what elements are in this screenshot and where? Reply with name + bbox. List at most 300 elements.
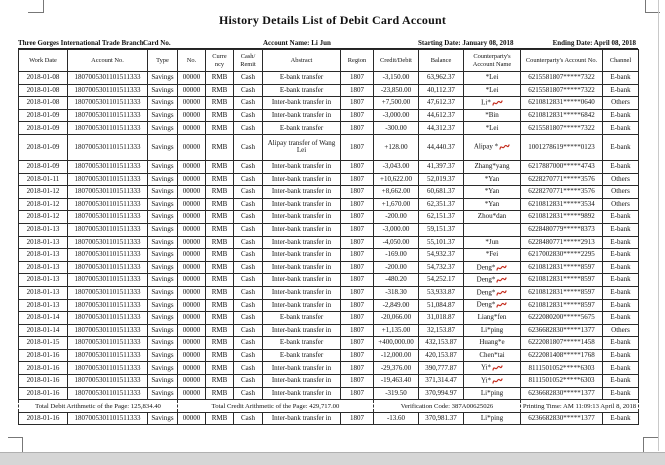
table-cell: E-bank bbox=[603, 274, 639, 287]
table-cell: RMB bbox=[206, 249, 234, 262]
column-header: Counterparty's Account No. bbox=[521, 50, 603, 72]
table-cell: Savings bbox=[148, 286, 178, 299]
table-cell: 31,018.87 bbox=[419, 312, 464, 325]
table-cell: E-bank bbox=[603, 160, 639, 173]
table-cell: 63,962.37 bbox=[419, 72, 464, 85]
table-cell: 44,312.37 bbox=[419, 122, 464, 135]
table-cell: 2018-01-11 bbox=[19, 173, 68, 186]
table-row bbox=[19, 387, 639, 400]
table-cell: RMB bbox=[206, 109, 234, 122]
table-cell: 00000 bbox=[178, 249, 206, 262]
table-cell: RMB bbox=[206, 122, 234, 135]
table-cell: E-bank transfer bbox=[263, 122, 341, 135]
table-cell: RMB bbox=[206, 375, 234, 388]
table-cell bbox=[464, 223, 521, 236]
table-cell: E-bank transfer bbox=[263, 337, 341, 350]
table-cell: Inter-bank transfer in bbox=[263, 211, 341, 224]
account-name: Account Name: Li Jun bbox=[263, 39, 331, 47]
table-cell: RMB bbox=[206, 198, 234, 211]
table-cell: -29,376.00 bbox=[374, 362, 419, 375]
table-cell: 00000 bbox=[178, 274, 206, 287]
table-cell: Cash bbox=[234, 211, 263, 224]
table-cell: 6210812831*****3534 bbox=[521, 198, 603, 211]
table-cell: 1807 bbox=[341, 134, 374, 160]
table-cell: Cash bbox=[234, 387, 263, 400]
table-cell: RMB bbox=[206, 223, 234, 236]
table-cell: 1807 bbox=[341, 299, 374, 312]
table-cell: +8,662.00 bbox=[374, 186, 419, 199]
table-cell: Savings bbox=[148, 160, 178, 173]
table-cell: Cash bbox=[234, 223, 263, 236]
table-cell: 00000 bbox=[178, 375, 206, 388]
table-cell: 00000 bbox=[178, 412, 206, 425]
table-cell: RMB bbox=[206, 72, 234, 85]
table-cell: RMB bbox=[206, 274, 234, 287]
column-header: Balance bbox=[419, 50, 464, 72]
table-cell: +7,500.00 bbox=[374, 97, 419, 110]
table-cell: Savings bbox=[148, 223, 178, 236]
table-cell: +400,000.00 bbox=[374, 337, 419, 350]
table-cell: E-bank bbox=[603, 375, 639, 388]
table-cell: *Lei bbox=[464, 84, 521, 97]
table-cell: 2018-01-15 bbox=[19, 337, 68, 350]
table-cell: 1807 bbox=[341, 261, 374, 274]
table-cell: Inter-bank transfer in bbox=[263, 109, 341, 122]
table-cell bbox=[464, 261, 521, 274]
table-cell: 2018-01-13 bbox=[19, 299, 68, 312]
table-cell: Cash bbox=[234, 249, 263, 262]
table-cell: Inter-bank transfer in bbox=[263, 362, 341, 375]
table-cell: Inter-bank transfer in bbox=[263, 173, 341, 186]
table-cell: 6215581807*****7322 bbox=[521, 72, 603, 85]
table-cell: 2018-01-09 bbox=[19, 134, 68, 160]
table-cell: Inter-bank transfer in bbox=[263, 286, 341, 299]
table-cell: 00000 bbox=[178, 387, 206, 400]
table-row bbox=[19, 223, 639, 236]
table-cell: *Fei bbox=[464, 249, 521, 262]
summary-cell: Printing Time: AM 11:09:13 April 8, 2018 bbox=[521, 400, 639, 413]
table-row bbox=[19, 198, 639, 211]
table-cell: +1,670.00 bbox=[374, 198, 419, 211]
table-cell: E-bank transfer bbox=[263, 72, 341, 85]
table-cell: RMB bbox=[206, 387, 234, 400]
table-cell: *Bin bbox=[464, 109, 521, 122]
table-cell: 54,732.37 bbox=[419, 261, 464, 274]
table-cell: 432,153.87 bbox=[419, 337, 464, 350]
table-row bbox=[19, 160, 639, 173]
table-cell bbox=[464, 97, 521, 110]
table-cell: 6210812831*****6842 bbox=[521, 109, 603, 122]
table-cell: -19,463.40 bbox=[374, 375, 419, 388]
counterparty-name: Deng* bbox=[476, 263, 496, 272]
table-cell: 00000 bbox=[178, 337, 206, 350]
table-cell: Savings bbox=[148, 261, 178, 274]
table-cell: 6215581807*****7322 bbox=[521, 122, 603, 135]
table-cell: RMB bbox=[206, 349, 234, 362]
table-cell: Others bbox=[603, 97, 639, 110]
table-cell: -13.60 bbox=[374, 412, 419, 425]
table-row bbox=[19, 173, 639, 186]
table-cell: 1807005301101511333 bbox=[68, 97, 148, 110]
table-cell: Zhang*yang bbox=[464, 160, 521, 173]
table-cell: 1807 bbox=[341, 236, 374, 249]
table-row bbox=[19, 349, 639, 362]
table-cell: 1807005301101511333 bbox=[68, 324, 148, 337]
table-cell: 6228270771*****3576 bbox=[521, 173, 603, 186]
table-cell: E-bank bbox=[603, 249, 639, 262]
table-row bbox=[19, 412, 639, 425]
table-cell: 1807005301101511333 bbox=[68, 249, 148, 262]
table-cell: Inter-bank transfer in bbox=[263, 324, 341, 337]
table-cell: 2018-01-13 bbox=[19, 261, 68, 274]
table-cell: 370,981.37 bbox=[419, 412, 464, 425]
table-row bbox=[19, 72, 639, 85]
table-cell: 6210812831*****8597 bbox=[521, 286, 603, 299]
table-cell: 6210812831*****0640 bbox=[521, 97, 603, 110]
table-row bbox=[19, 186, 639, 199]
table-cell: Cash bbox=[234, 324, 263, 337]
table-cell: 00000 bbox=[178, 134, 206, 160]
red-scribble-mark bbox=[492, 364, 503, 372]
table-cell: -4,050.00 bbox=[374, 236, 419, 249]
table-cell: 2018-01-08 bbox=[19, 72, 68, 85]
table-cell: 1807005301101511333 bbox=[68, 362, 148, 375]
table-cell bbox=[464, 274, 521, 287]
red-scribble-mark bbox=[496, 301, 507, 309]
table-cell: RMB bbox=[206, 362, 234, 375]
table-cell: 1807 bbox=[341, 337, 374, 350]
counterparty-name: Yi* bbox=[480, 376, 492, 385]
table-cell: 1807 bbox=[341, 84, 374, 97]
table-cell: 2018-01-08 bbox=[19, 97, 68, 110]
table-cell: 1807005301101511333 bbox=[68, 72, 148, 85]
table-cell: 00000 bbox=[178, 211, 206, 224]
table-cell: Inter-bank transfer in bbox=[263, 299, 341, 312]
counterparty-name: Deng* bbox=[476, 300, 496, 309]
table-cell: *Yan bbox=[464, 186, 521, 199]
table-cell: Cash bbox=[234, 274, 263, 287]
table-cell: E-bank transfer bbox=[263, 349, 341, 362]
column-header: Region bbox=[341, 50, 374, 72]
table-cell: 44,440.37 bbox=[419, 134, 464, 160]
table-cell: -12,000.00 bbox=[374, 349, 419, 362]
table-cell: E-bank bbox=[603, 387, 639, 400]
table-cell: Savings bbox=[148, 109, 178, 122]
table-cell: E-bank bbox=[603, 337, 639, 350]
red-scribble-mark bbox=[499, 143, 510, 151]
column-header: Type bbox=[148, 50, 178, 72]
page-right-edge bbox=[658, 0, 659, 451]
table-cell: 1807 bbox=[341, 249, 374, 262]
window-bottom-strip bbox=[0, 452, 665, 465]
column-header: Counterparty's Account Name bbox=[464, 50, 521, 72]
table-cell: 00000 bbox=[178, 72, 206, 85]
column-header: Abstract bbox=[263, 50, 341, 72]
table-cell: -318.30 bbox=[374, 286, 419, 299]
table-cell: RMB bbox=[206, 337, 234, 350]
table-cell: Savings bbox=[148, 412, 178, 425]
table-cell: 1807 bbox=[341, 211, 374, 224]
table-cell: 1807 bbox=[341, 412, 374, 425]
table-header-row bbox=[19, 50, 639, 72]
table-cell: 6210812831*****8597 bbox=[521, 299, 603, 312]
table-row bbox=[19, 236, 639, 249]
table-cell: Alipay transfer of Wang Lei bbox=[263, 134, 341, 160]
table-cell: E-bank bbox=[603, 109, 639, 122]
table-cell: 00000 bbox=[178, 160, 206, 173]
table-cell: RMB bbox=[206, 412, 234, 425]
table-cell: 1807005301101511333 bbox=[68, 299, 148, 312]
table-cell: Cash bbox=[234, 337, 263, 350]
page-title: History Details List of Debit Card Account bbox=[218, 13, 447, 27]
table-cell: 52,019.37 bbox=[419, 173, 464, 186]
table-cell: 47,612.37 bbox=[419, 97, 464, 110]
red-scribble-mark bbox=[496, 276, 507, 284]
column-header: Channel bbox=[603, 50, 639, 72]
crop-mark-bottom-left bbox=[8, 437, 23, 452]
table-cell: 1807 bbox=[341, 160, 374, 173]
table-cell: Zhou*dan bbox=[464, 211, 521, 224]
table-cell: 2018-01-12 bbox=[19, 198, 68, 211]
table-cell: E-bank bbox=[603, 412, 639, 425]
table-cell: RMB bbox=[206, 173, 234, 186]
table-cell: 53,933.87 bbox=[419, 286, 464, 299]
table-cell: 00000 bbox=[178, 173, 206, 186]
table-cell: 00000 bbox=[178, 312, 206, 325]
table-cell: E-bank bbox=[603, 84, 639, 97]
crop-mark-top-left bbox=[28, 0, 44, 13]
table-cell: Cash bbox=[234, 109, 263, 122]
table-cell: 1807 bbox=[341, 122, 374, 135]
table-cell: -200.00 bbox=[374, 211, 419, 224]
table-cell: 1807005301101511333 bbox=[68, 109, 148, 122]
history-table bbox=[18, 49, 639, 425]
table-cell: Savings bbox=[148, 387, 178, 400]
table-cell: 2018-01-13 bbox=[19, 223, 68, 236]
counterparty-name: Deng* bbox=[476, 275, 496, 284]
table-cell: 2018-01-13 bbox=[19, 249, 68, 262]
column-header: Account No. bbox=[68, 50, 148, 72]
table-cell: Cash bbox=[234, 261, 263, 274]
table-row bbox=[19, 337, 639, 350]
table-cell: 6222081408*****1768 bbox=[521, 349, 603, 362]
table-cell: 1807 bbox=[341, 72, 374, 85]
summary-cell: Total Debit Arithmetic of the Page: 125,834.40 bbox=[19, 400, 178, 413]
ending-date: Ending Date: April 08, 2018 bbox=[552, 39, 636, 47]
table-cell: Savings bbox=[148, 349, 178, 362]
table-cell: E-bank transfer bbox=[263, 84, 341, 97]
table-cell: RMB bbox=[206, 84, 234, 97]
red-scribble-mark bbox=[496, 264, 507, 272]
table-cell: Cash bbox=[234, 286, 263, 299]
table-cell: 1807005301101511333 bbox=[68, 186, 148, 199]
table-cell: 1001278619*****0123 bbox=[521, 134, 603, 160]
table-cell: 2018-01-09 bbox=[19, 109, 68, 122]
table-cell: Others bbox=[603, 198, 639, 211]
table-cell: 00000 bbox=[178, 122, 206, 135]
starting-date: Starting Date: January 08, 2018 bbox=[418, 39, 514, 47]
account-info-bar bbox=[18, 36, 638, 49]
table-cell: Inter-bank transfer in bbox=[263, 412, 341, 425]
table-row bbox=[19, 324, 639, 337]
table-cell: Inter-bank transfer in bbox=[263, 198, 341, 211]
table-cell: 00000 bbox=[178, 324, 206, 337]
table-cell bbox=[464, 286, 521, 299]
table-cell: Inter-bank transfer in bbox=[263, 249, 341, 262]
summary-cell: Verification Code: 387A00625026 bbox=[374, 400, 521, 413]
counterparty-name: Deng* bbox=[476, 288, 496, 297]
table-cell: -23,850.00 bbox=[374, 84, 419, 97]
table-cell: 1807005301101511333 bbox=[68, 274, 148, 287]
table-cell: 6222081807*****1458 bbox=[521, 337, 603, 350]
table-cell: E-bank bbox=[603, 223, 639, 236]
table-cell: 44,612.37 bbox=[419, 109, 464, 122]
table-cell: Cash bbox=[234, 198, 263, 211]
table-cell: 2018-01-14 bbox=[19, 324, 68, 337]
table-cell: Savings bbox=[148, 299, 178, 312]
table-cell: 6210812831*****8597 bbox=[521, 274, 603, 287]
table-cell: 1807 bbox=[341, 173, 374, 186]
table-cell: Savings bbox=[148, 173, 178, 186]
table-cell: 390,777.87 bbox=[419, 362, 464, 375]
table-cell: 1807005301101511333 bbox=[68, 223, 148, 236]
table-cell: Li*ping bbox=[464, 412, 521, 425]
column-header: Credit/Debit bbox=[374, 50, 419, 72]
table-cell: +10,622.00 bbox=[374, 173, 419, 186]
table-cell: E-bank bbox=[603, 286, 639, 299]
counterparty-name: Li* bbox=[481, 98, 491, 107]
table-cell: Others bbox=[603, 186, 639, 199]
table-row bbox=[19, 84, 639, 97]
table-row bbox=[19, 286, 639, 299]
table-cell: E-bank bbox=[603, 349, 639, 362]
table-cell: 1807005301101511333 bbox=[68, 211, 148, 224]
table-cell bbox=[464, 134, 521, 160]
table-row bbox=[19, 274, 639, 287]
table-cell: -3,000.00 bbox=[374, 223, 419, 236]
table-cell: 1807005301101511333 bbox=[68, 261, 148, 274]
table-cell: 1807 bbox=[341, 375, 374, 388]
table-cell: Cash bbox=[234, 412, 263, 425]
counterparty-name: Alipay * bbox=[473, 143, 499, 152]
table-cell: 1807005301101511333 bbox=[68, 375, 148, 388]
table-cell: Cash bbox=[234, 84, 263, 97]
table-cell: Savings bbox=[148, 198, 178, 211]
summary-cell: Total Credit Arithmetic of the Page: 429,717.00 bbox=[178, 400, 374, 413]
table-cell: Savings bbox=[148, 186, 178, 199]
table-cell: Savings bbox=[148, 236, 178, 249]
red-scribble-mark bbox=[492, 99, 503, 107]
table-cell: 6222080200*****5675 bbox=[521, 312, 603, 325]
table-cell: 1807005301101511333 bbox=[68, 198, 148, 211]
table-cell: 1807005301101511333 bbox=[68, 134, 148, 160]
table-cell: RMB bbox=[206, 324, 234, 337]
table-cell: 1807005301101511333 bbox=[68, 84, 148, 97]
table-cell: 2018-01-13 bbox=[19, 236, 68, 249]
table-cell: 1807 bbox=[341, 223, 374, 236]
table-cell: 1807005301101511333 bbox=[68, 236, 148, 249]
table-cell: 8111501052*****6303 bbox=[521, 362, 603, 375]
table-cell: 41,397.37 bbox=[419, 160, 464, 173]
table-row bbox=[19, 375, 639, 388]
table-cell: -3,043.00 bbox=[374, 160, 419, 173]
table-cell: Li*ping bbox=[464, 324, 521, 337]
table-cell: 2018-01-13 bbox=[19, 274, 68, 287]
table-cell: Savings bbox=[148, 362, 178, 375]
table-cell: 00000 bbox=[178, 236, 206, 249]
table-cell: 55,101.37 bbox=[419, 236, 464, 249]
table-cell: 2018-01-09 bbox=[19, 160, 68, 173]
table-row bbox=[19, 109, 639, 122]
table-cell: 1807 bbox=[341, 198, 374, 211]
table-cell: Cash bbox=[234, 349, 263, 362]
table-cell: -300.00 bbox=[374, 122, 419, 135]
table-cell: 6228480771*****2913 bbox=[521, 236, 603, 249]
table-cell: -200.00 bbox=[374, 261, 419, 274]
table-cell: -319.50 bbox=[374, 387, 419, 400]
table-cell: RMB bbox=[206, 160, 234, 173]
table-cell: 6228270771*****3576 bbox=[521, 186, 603, 199]
table-cell: 00000 bbox=[178, 223, 206, 236]
table-cell: Savings bbox=[148, 122, 178, 135]
table-cell: -169.00 bbox=[374, 249, 419, 262]
table-row bbox=[19, 134, 639, 160]
table-cell: Savings bbox=[148, 72, 178, 85]
table-row bbox=[19, 362, 639, 375]
table-cell: RMB bbox=[206, 299, 234, 312]
table-cell: E-bank bbox=[603, 362, 639, 375]
table-row bbox=[19, 211, 639, 224]
table-cell: 1807 bbox=[341, 186, 374, 199]
table-cell: 6236682830*****1377 bbox=[521, 387, 603, 400]
page-totals-row bbox=[19, 400, 639, 413]
table-cell: 2018-01-12 bbox=[19, 186, 68, 199]
table-cell: 62,351.37 bbox=[419, 198, 464, 211]
table-cell: -2,849.00 bbox=[374, 299, 419, 312]
table-cell: Huang*e bbox=[464, 337, 521, 350]
card-no-label: Card No. bbox=[143, 39, 171, 47]
table-cell: RMB bbox=[206, 134, 234, 160]
table-cell: 1807005301101511333 bbox=[68, 173, 148, 186]
table-cell: -3,150.00 bbox=[374, 72, 419, 85]
table-cell: Inter-bank transfer in bbox=[263, 160, 341, 173]
table-cell: Inter-bank transfer in bbox=[263, 375, 341, 388]
table-cell: 2018-01-16 bbox=[19, 387, 68, 400]
column-header: Work Date bbox=[19, 50, 68, 72]
table-cell: 6210812831*****8597 bbox=[521, 261, 603, 274]
table-cell: Savings bbox=[148, 337, 178, 350]
table-cell: 2018-01-16 bbox=[19, 349, 68, 362]
table-cell: E-bank bbox=[603, 236, 639, 249]
table-cell: Savings bbox=[148, 84, 178, 97]
table-cell: RMB bbox=[206, 312, 234, 325]
table-cell: E-bank bbox=[603, 261, 639, 274]
table-cell: 32,153.87 bbox=[419, 324, 464, 337]
table-cell: Others bbox=[603, 324, 639, 337]
table-cell: Chen*tai bbox=[464, 349, 521, 362]
table-cell: Savings bbox=[148, 97, 178, 110]
table-cell: 54,932.37 bbox=[419, 249, 464, 262]
table-cell: 2018-01-12 bbox=[19, 211, 68, 224]
table-cell: Cash bbox=[234, 122, 263, 135]
table-cell: Inter-bank transfer in bbox=[263, 186, 341, 199]
table-cell: Savings bbox=[148, 134, 178, 160]
table-row bbox=[19, 97, 639, 110]
table-cell: *Lei bbox=[464, 122, 521, 135]
table-cell: 6210812831*****9892 bbox=[521, 211, 603, 224]
table-cell: 1807005301101511333 bbox=[68, 337, 148, 350]
table-cell: 2018-01-09 bbox=[19, 122, 68, 135]
